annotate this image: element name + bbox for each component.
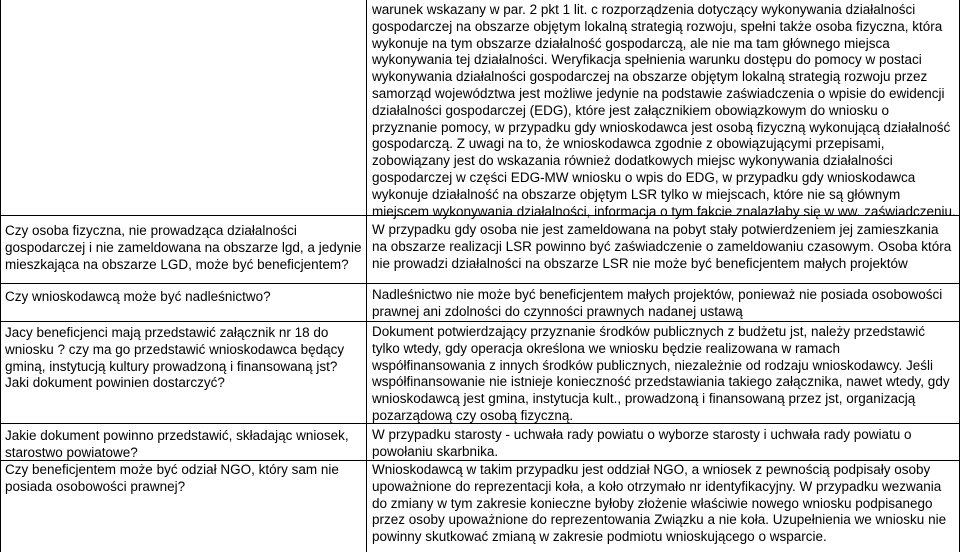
row-divider	[0, 283, 960, 284]
table-column-divider	[366, 0, 367, 552]
answer-cell: Wnioskodawcą w takim przypadku jest oddział NGO, a wniosek z pewnością podpisały osoby upoważnione do reprezentacji koła, a koło otrzymało nr identyfikacyjny. W przypadku wezwania do zmiany w tym zakresie konieczne byłoby złożenie właściwie nowego wniosku podpisanego przez osoby upoważnione do reprezentowania Związku a nie koła. Uzupełnienia we wniosku nie powinny skutkować zmianą w zakresie podmiotu wnioskującego o wsparcie.	[372, 462, 947, 545]
row-divider	[0, 321, 960, 322]
question-cell: Czy wnioskodawcą może być nadleśnictwo?	[5, 289, 271, 304]
answer-cell: W przypadku starosty - uchwała rady powiatu o wyborze starosty i uchwała rady powiatu o powołaniu skarbnika.	[372, 427, 912, 459]
question-cell: Jacy beneficjenci mają przedstawić załącznik nr 18 do wniosku ? czy ma go przedstawić wnioskodawca będący gminą, instytucją kultury prowadzoną i finansowaną jst? Jaki dokument powinien dostarczyć?	[5, 325, 345, 391]
question-cell: Czy osoba fizyczna, nie prowadząca działalności gospodarczej i nie zameldowana na obszarze lgd, a jedynie mieszkająca na obszarze LGD, może być beneficjentem?	[5, 223, 362, 272]
question-cell: Czy beneficjentem może być odział NGO, który sam nie posiada osobowości prawnej?	[5, 462, 339, 494]
answer-cell: Nadleśnictwo nie może być beneficjentem małych projektów, ponieważ nie posiada osobowości prawnej ani zdolności do czynności prawnych nadanej ustawą	[372, 287, 943, 319]
answer-cell: W przypadku gdy osoba nie jest zameldowana na pobyt stały potwierdzeniem jej zamieszkania na obszarze realizacji LSR powinno być zaświadczenie o zameldowaniu czasowym. Osoba która nie prowadzi działalności na obszarze LSR nie może być beneficjentem małych projektów	[372, 222, 952, 271]
question-cell: Jakie dokument powinno przedstawić, składając wniosek, starostwo powiatowe?	[5, 428, 349, 460]
table-border-left	[0, 0, 1, 552]
answer-cell: warunek wskazany w par. 2 pkt 1 lit. c rozporządzenia dotyczący wykonywania działalności gospodarczej na obszarze objętym lokalną strategią rozwoju, spełni także osoba fizyczna, która wykonuje na tym obszarze działalność gospodarczą, ale nie ma tam głównego miejsca wykonywania tej działalności. Weryfikacja spełnienia warunku dostępu do pomocy w postaci wykonywania działalności gospodarczej na obszarze objętym lokalną strategią rozwoju przez samorząd województwa jest możliwe jedynie na podstawie zaświadczenia o wpisie do ewidencji działalności gospodarczej (EDG), które jest załącznikiem obowiązkowym do wniosku o przyznanie pomocy, w przypadku gdy wnioskodawca jest osobą fizyczną wykonującą działalność gospodarczą. Z uwagi na to, że wnioskodawca zgodnie z obowiązującymi przepisami, zobowiązany jest do wskazania również dodatkowych miejsc wykonywania działalności gospodarczej w części EDG-MW wniosku o wpis do EDG, w przypadku gdy wnioskodawca wykonuje działalność na obszarze objętym LSR tylko w miejscach, które nie są głównym miejscem wykonywania działalności, informacja o tym fakcie znalazłaby się w ww. zaświadczeniu.	[372, 2, 956, 219]
answer-cell: Dokument potwierdzający przyznanie środków publicznych z budżetu jst, należy przedstawić tylko wtedy, gdy operacja określona we wniosku będzie realizowana w ramach współfinansowania z innych środków publicznych, niezależnie od rodzaju wnioskodawcy. Jeśli współfinansowanie nie istnieje konieczność przedstawiania takiego załącznika, nawet wtedy, gdy wnioskodawcą jest gmina, instytucja kult., prowadzoną i finansowaną przez jst, organizacją pozarządową czy osobą fizyczną.	[372, 324, 950, 423]
